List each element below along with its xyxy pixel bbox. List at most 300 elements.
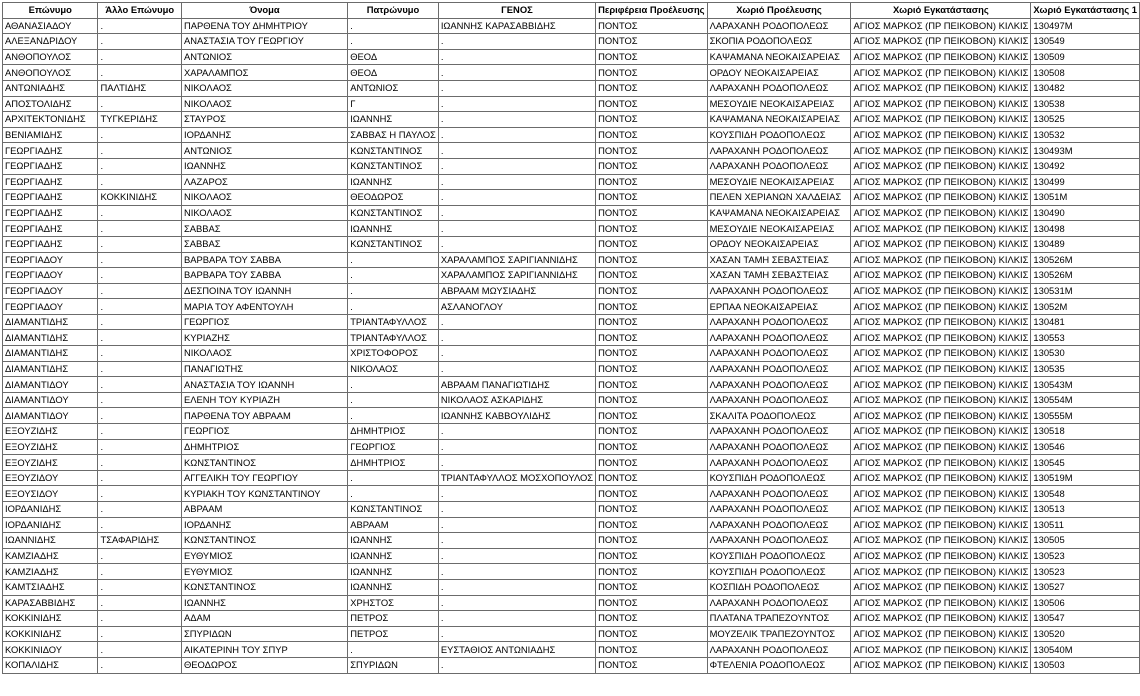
settlement-code-cell[interactable]: 130545 [1031,455,1140,471]
settlement-code-cell[interactable]: 130546 [1031,439,1140,455]
table-row[interactable] [3,533,1140,549]
origin-village-cell[interactable]: ΚΑΨΑΜΑΝΑ ΝΕΟΚΑΙΣΑΡΕΙΑΣ [707,49,851,65]
origin-village-cell[interactable]: ΜΕΣΟΥΔΙΕ ΝΕΟΚΑΙΣΑΡΕΙΑΣ [707,221,851,237]
settlement-village-cell[interactable]: ΑΓΙΟΣ ΜΑΡΚΟΣ (ΠΡ ΠΕΙΚΟΒΟΝ) ΚΙΛΚΙΣ [851,314,1031,330]
region-cell[interactable]: ΠΟΝΤΟΣ [596,236,707,252]
settlement-code-cell[interactable]: 130538 [1031,96,1140,112]
settlement-code-cell[interactable]: 130527 [1031,579,1140,595]
table-row[interactable] [3,112,1140,128]
surname-cell[interactable]: ΔΙΑΜΑΝΤΙΔΗΣ [3,314,98,330]
genos-cell[interactable]: . [438,517,595,533]
other-surname-cell[interactable]: . [98,268,181,284]
settlement-code-cell[interactable]: 130503 [1031,657,1140,673]
patronymic-cell[interactable]: . [348,34,439,50]
surname-cell[interactable]: ΑΠΟΣΤΟΛΙΔΗΣ [3,96,98,112]
settlement-village-cell[interactable]: ΑΓΙΟΣ ΜΑΡΚΟΣ (ΠΡ ΠΕΙΚΟΒΟΝ) ΚΙΛΚΙΣ [851,439,1031,455]
region-cell[interactable]: ΠΟΝΤΟΣ [596,533,707,549]
settlement-code-cell[interactable]: 130523 [1031,548,1140,564]
surname-cell[interactable]: ΚΑΡΑΣΑΒΒΙΔΗΣ [3,595,98,611]
patronymic-cell[interactable]: . [348,299,439,315]
origin-village-cell[interactable]: ΛΑΡΑΧΑΝΗ ΡΟΔΟΠΟΛΕΩΣ [707,346,851,362]
settlement-code-cell[interactable]: 130520 [1031,626,1140,642]
patronymic-cell[interactable]: ΚΩΝΣΤΑΝΤΙΝΟΣ [348,143,439,159]
column-header-surname[interactable]: Επώνυμο [3,3,98,19]
name-cell[interactable]: ΑΙΚΑΤΕΡΙΝΗ ΤΟΥ ΣΠΥΡ [181,642,347,658]
genos-cell[interactable]: . [438,455,595,471]
name-cell[interactable]: ΑΝΑΣΤΑΣΙΑ ΤΟΥ ΓΕΩΡΓΙΟΥ [181,34,347,50]
settlement-code-cell[interactable]: 13052Μ [1031,299,1140,315]
surname-cell[interactable]: ΔΙΑΜΑΝΤΙΔΗΣ [3,346,98,362]
name-cell[interactable]: ΣΤΑΥΡΟΣ [181,112,347,128]
region-cell[interactable]: ΠΟΝΤΟΣ [596,18,707,34]
name-cell[interactable]: ΛΑΖΑΡΟΣ [181,174,347,190]
genos-cell[interactable]: . [438,564,595,580]
origin-village-cell[interactable]: ΣΚΟΠΙΑ ΡΟΔΟΠΟΛΕΩΣ [707,34,851,50]
patronymic-cell[interactable]: ΣΠΥΡΙΔΩΝ [348,657,439,673]
patronymic-cell[interactable]: . [348,392,439,408]
genos-cell[interactable]: ΧΑΡΑΛΑΜΠΟΣ ΣΑΡΙΓΙΑΝΝΙΔΗΣ [438,252,595,268]
surname-cell[interactable]: ΓΕΩΡΓΙΑΔΗΣ [3,190,98,206]
origin-village-cell[interactable]: ΛΑΡΑΧΑΝΗ ΡΟΔΟΠΟΛΕΩΣ [707,143,851,159]
origin-village-cell[interactable]: ΛΑΡΑΧΑΝΗ ΡΟΔΟΠΟΛΕΩΣ [707,439,851,455]
origin-village-cell[interactable]: ΛΑΡΑΧΑΝΗ ΡΟΔΟΠΟΛΕΩΣ [707,330,851,346]
name-cell[interactable]: ΑΝΤΩΝΙΟΣ [181,143,347,159]
table-row[interactable] [3,299,1140,315]
genos-cell[interactable]: . [438,174,595,190]
settlement-village-cell[interactable]: ΑΓΙΟΣ ΜΑΡΚΟΣ (ΠΡ ΠΕΙΚΟΒΟΝ) ΚΙΛΚΙΣ [851,346,1031,362]
region-cell[interactable]: ΠΟΝΤΟΣ [596,80,707,96]
other-surname-cell[interactable]: . [98,626,181,642]
name-cell[interactable]: ΝΙΚΟΛΑΟΣ [181,346,347,362]
origin-village-cell[interactable]: ΟΡΔΟΥ ΝΕΟΚΑΙΣΑΡΕΙΑΣ [707,236,851,252]
origin-village-cell[interactable]: ΛΑΡΑΧΑΝΗ ΡΟΔΟΠΟΛΕΩΣ [707,642,851,658]
surname-cell[interactable]: ΕΞΟΥΖΙΔΗΣ [3,455,98,471]
surname-cell[interactable]: ΕΞΟΥΣΙΔΟΥ [3,486,98,502]
region-cell[interactable]: ΠΟΝΤΟΣ [596,65,707,81]
name-cell[interactable]: ΘΕΟΔΩΡΟΣ [181,657,347,673]
settlement-village-cell[interactable]: ΑΓΙΟΣ ΜΑΡΚΟΣ (ΠΡ ΠΕΙΚΟΒΟΝ) ΚΙΛΚΙΣ [851,611,1031,627]
patronymic-cell[interactable]: . [348,252,439,268]
region-cell[interactable]: ΠΟΝΤΟΣ [596,548,707,564]
region-cell[interactable]: ΠΟΝΤΟΣ [596,143,707,159]
table-row[interactable] [3,595,1140,611]
name-cell[interactable]: ΚΩΝΣΤΑΝΤΙΝΟΣ [181,533,347,549]
table-row[interactable] [3,377,1140,393]
patronymic-cell[interactable]: ΙΩΑΝΝΗΣ [348,112,439,128]
patronymic-cell[interactable]: ΝΙΚΟΛΑΟΣ [348,361,439,377]
table-row[interactable] [3,579,1140,595]
origin-village-cell[interactable]: ΟΡΔΟΥ ΝΕΟΚΑΙΣΑΡΕΙΑΣ [707,65,851,81]
region-cell[interactable]: ΠΟΝΤΟΣ [596,112,707,128]
other-surname-cell[interactable]: . [98,127,181,143]
table-row[interactable] [3,611,1140,627]
name-cell[interactable]: ΓΕΩΡΓΙΟΣ [181,424,347,440]
origin-village-cell[interactable]: ΜΕΣΟΥΔΙΕ ΝΕΟΚΑΙΣΑΡΕΙΑΣ [707,174,851,190]
settlement-village-cell[interactable]: ΑΓΙΟΣ ΜΑΡΚΟΣ (ΠΡ ΠΕΙΚΟΒΟΝ) ΚΙΛΚΙΣ [851,236,1031,252]
name-cell[interactable]: ΚΥΡΙΑΚΗ ΤΟΥ ΚΩΝΣΤΑΝΤΙΝΟΥ [181,486,347,502]
genos-cell[interactable]: ΑΣΛΑΝΟΓΛΟΥ [438,299,595,315]
other-surname-cell[interactable]: . [98,299,181,315]
patronymic-cell[interactable]: ΤΡΙΑΝΤΑΦΥΛΛΟΣ [348,314,439,330]
region-cell[interactable]: ΠΟΝΤΟΣ [596,361,707,377]
name-cell[interactable]: ΣΑΒΒΑΣ [181,236,347,252]
other-surname-cell[interactable]: . [98,96,181,112]
settlement-village-cell[interactable]: ΑΓΙΟΣ ΜΑΡΚΟΣ (ΠΡ ΠΕΙΚΟΒΟΝ) ΚΙΛΚΙΣ [851,548,1031,564]
other-surname-cell[interactable]: . [98,221,181,237]
settlement-code-cell[interactable]: 130526Μ [1031,268,1140,284]
origin-village-cell[interactable]: ΠΕΛΕΝ ΧΕΡΙΑΝΩΝ ΧΑΛΔΕΙΑΣ [707,190,851,206]
genos-cell[interactable]: . [438,579,595,595]
other-surname-cell[interactable]: . [98,486,181,502]
table-row[interactable] [3,502,1140,518]
origin-village-cell[interactable]: ΚΟΥΣΠΙΔΗ ΡΟΔΟΠΟΛΕΩΣ [707,470,851,486]
table-row[interactable] [3,486,1140,502]
origin-village-cell[interactable]: ΛΑΡΑΧΑΝΗ ΡΟΔΟΠΟΛΕΩΣ [707,392,851,408]
other-surname-cell[interactable]: . [98,579,181,595]
settlement-village-cell[interactable]: ΑΓΙΟΣ ΜΑΡΚΟΣ (ΠΡ ΠΕΙΚΟΒΟΝ) ΚΙΛΚΙΣ [851,299,1031,315]
other-surname-cell[interactable]: . [98,65,181,81]
origin-village-cell[interactable]: ΜΟΥΖΕΛΙΚ ΤΡΑΠΕΖΟΥΝΤΟΣ [707,626,851,642]
surname-cell[interactable]: ΓΕΩΡΓΙΑΔΟΥ [3,252,98,268]
origin-village-cell[interactable]: ΧΑΣΑΝ ΤΑΜΗ ΣΕΒΑΣΤΕΙΑΣ [707,252,851,268]
region-cell[interactable]: ΠΟΝΤΟΣ [596,190,707,206]
table-row[interactable] [3,470,1140,486]
origin-village-cell[interactable]: ΠΛΑΤΑΝΑ ΤΡΑΠΕΖΟΥΝΤΟΣ [707,611,851,627]
settlement-village-cell[interactable]: ΑΓΙΟΣ ΜΑΡΚΟΣ (ΠΡ ΠΕΙΚΟΒΟΝ) ΚΙΛΚΙΣ [851,268,1031,284]
other-surname-cell[interactable]: . [98,517,181,533]
surname-cell[interactable]: ΚΟΚΚΙΝΙΔΗΣ [3,611,98,627]
surname-cell[interactable]: ΓΕΩΡΓΙΑΔΟΥ [3,268,98,284]
surname-cell[interactable]: ΚΟΚΚΙΝΙΔΗΣ [3,626,98,642]
origin-village-cell[interactable]: ΛΑΡΑΧΑΝΗ ΡΟΔΟΠΟΛΕΩΣ [707,158,851,174]
genos-cell[interactable]: ΝΙΚΟΛΑΟΣ ΑΣΚΑΡΙΔΗΣ [438,392,595,408]
origin-village-cell[interactable]: ΚΟΥΣΠΙΔΗ ΡΟΔΟΠΟΛΕΩΣ [707,127,851,143]
name-cell[interactable]: ΜΑΡΙΑ ΤΟΥ ΑΦΕΝΤΟΥΛΗ [181,299,347,315]
other-surname-cell[interactable]: . [98,158,181,174]
origin-village-cell[interactable]: ΛΑΡΑΧΑΝΗ ΡΟΔΟΠΟΛΕΩΣ [707,595,851,611]
settlement-village-cell[interactable]: ΑΓΙΟΣ ΜΑΡΚΟΣ (ΠΡ ΠΕΙΚΟΒΟΝ) ΚΙΛΚΙΣ [851,579,1031,595]
genos-cell[interactable]: ΑΒΡΑΑΜ ΜΩΥΣΙΑΔΗΣ [438,283,595,299]
genos-cell[interactable]: . [438,190,595,206]
settlement-village-cell[interactable]: ΑΓΙΟΣ ΜΑΡΚΟΣ (ΠΡ ΠΕΙΚΟΒΟΝ) ΚΙΛΚΙΣ [851,564,1031,580]
other-surname-cell[interactable]: . [98,252,181,268]
other-surname-cell[interactable]: . [98,408,181,424]
origin-village-cell[interactable]: ΛΑΡΑΧΑΝΗ ΡΟΔΟΠΟΛΕΩΣ [707,533,851,549]
name-cell[interactable]: ΧΑΡΑΛΑΜΠΟΣ [181,65,347,81]
patronymic-cell[interactable]: . [348,18,439,34]
column-header-other-surname[interactable]: Άλλο Επώνυμο [98,3,181,19]
settlement-code-cell[interactable]: 130508 [1031,65,1140,81]
genos-cell[interactable]: ΤΡΙΑΝΤΑΦΥΛΛΟΣ ΜΟΣΧΟΠΟΥΛΟΣ [438,470,595,486]
settlement-code-cell[interactable]: 130499 [1031,174,1140,190]
genos-cell[interactable]: . [438,158,595,174]
region-cell[interactable]: ΠΟΝΤΟΣ [596,611,707,627]
other-surname-cell[interactable]: . [98,377,181,393]
region-cell[interactable]: ΠΟΝΤΟΣ [596,252,707,268]
region-cell[interactable]: ΠΟΝΤΟΣ [596,502,707,518]
name-cell[interactable]: ΑΝΑΣΤΑΣΙΑ ΤΟΥ ΙΩΑΝΝΗ [181,377,347,393]
patronymic-cell[interactable]: ΙΩΑΝΝΗΣ [348,548,439,564]
patronymic-cell[interactable]: . [348,268,439,284]
surname-cell[interactable]: ΔΙΑΜΑΝΤΙΔΟΥ [3,377,98,393]
settlement-code-cell[interactable]: 130532 [1031,127,1140,143]
table-row[interactable] [3,96,1140,112]
region-cell[interactable]: ΠΟΝΤΟΣ [596,377,707,393]
table-row[interactable] [3,330,1140,346]
name-cell[interactable]: ΑΒΡΑΑΜ [181,502,347,518]
settlement-code-cell[interactable]: 130489 [1031,236,1140,252]
region-cell[interactable]: ΠΟΝΤΟΣ [596,174,707,190]
settlement-code-cell[interactable]: 130519Μ [1031,470,1140,486]
table-row[interactable] [3,65,1140,81]
table-row[interactable] [3,236,1140,252]
settlement-code-cell[interactable]: 130505 [1031,533,1140,549]
patronymic-cell[interactable]: ΘΕΟΔΩΡΟΣ [348,190,439,206]
surname-cell[interactable]: ΑΛΕΞΑΝΔΡΙΔΟΥ [3,34,98,50]
genos-cell[interactable]: . [438,34,595,50]
name-cell[interactable]: ΠΑΡΘΕΝΑ ΤΟΥ ΑΒΡΑΑΜ [181,408,347,424]
settlement-code-cell[interactable]: 130535 [1031,361,1140,377]
patronymic-cell[interactable]: ΙΩΑΝΝΗΣ [348,221,439,237]
name-cell[interactable]: ΕΥΘΥΜΙΟΣ [181,564,347,580]
settlement-code-cell[interactable]: 130482 [1031,80,1140,96]
patronymic-cell[interactable]: ΚΩΝΣΤΑΝΤΙΝΟΣ [348,158,439,174]
region-cell[interactable]: ΠΟΝΤΟΣ [596,96,707,112]
table-row[interactable] [3,314,1140,330]
surname-cell[interactable]: ΓΕΩΡΓΙΑΔΗΣ [3,221,98,237]
surname-cell[interactable]: ΕΞΟΥΖΙΔΟΥ [3,470,98,486]
surname-cell[interactable]: ΓΕΩΡΓΙΑΔΟΥ [3,283,98,299]
patronymic-cell[interactable]: Γ [348,96,439,112]
patronymic-cell[interactable]: ΔΗΜΗΤΡΙΟΣ [348,455,439,471]
name-cell[interactable]: ΓΕΩΡΓΙΟΣ [181,314,347,330]
settlement-code-cell[interactable]: 130555Μ [1031,408,1140,424]
settlement-code-cell[interactable]: 130513 [1031,502,1140,518]
region-cell[interactable]: ΠΟΝΤΟΣ [596,424,707,440]
table-row[interactable] [3,408,1140,424]
table-row[interactable] [3,564,1140,580]
surname-cell[interactable]: ΑΝΤΩΝΙΑΔΗΣ [3,80,98,96]
genos-cell[interactable]: ΕΥΣΤΑΘΙΟΣ ΑΝΤΩΝΙΑΔΗΣ [438,642,595,658]
other-surname-cell[interactable]: . [98,330,181,346]
genos-cell[interactable]: . [438,626,595,642]
other-surname-cell[interactable]: . [98,49,181,65]
surname-cell[interactable]: ΕΞΟΥΖΙΔΗΣ [3,424,98,440]
origin-village-cell[interactable]: ΛΑΡΑΧΑΝΗ ΡΟΔΟΠΟΛΕΩΣ [707,361,851,377]
other-surname-cell[interactable]: . [98,143,181,159]
settlement-village-cell[interactable]: ΑΓΙΟΣ ΜΑΡΚΟΣ (ΠΡ ΠΕΙΚΟΒΟΝ) ΚΙΛΚΙΣ [851,626,1031,642]
region-cell[interactable]: ΠΟΝΤΟΣ [596,392,707,408]
settlement-village-cell[interactable]: ΑΓΙΟΣ ΜΑΡΚΟΣ (ΠΡ ΠΕΙΚΟΒΟΝ) ΚΙΛΚΙΣ [851,424,1031,440]
name-cell[interactable]: ΚΩΝΣΤΑΝΤΙΝΟΣ [181,579,347,595]
region-cell[interactable]: ΠΟΝΤΟΣ [596,470,707,486]
table-row[interactable] [3,80,1140,96]
table-row[interactable] [3,517,1140,533]
name-cell[interactable]: ΚΩΝΣΤΑΝΤΙΝΟΣ [181,455,347,471]
table-row[interactable] [3,18,1140,34]
other-surname-cell[interactable]: . [98,564,181,580]
region-cell[interactable]: ΠΟΝΤΟΣ [596,517,707,533]
settlement-village-cell[interactable]: ΑΓΙΟΣ ΜΑΡΚΟΣ (ΠΡ ΠΕΙΚΟΒΟΝ) ΚΙΛΚΙΣ [851,455,1031,471]
origin-village-cell[interactable]: ΛΑΡΑΧΑΝΗ ΡΟΔΟΠΟΛΕΩΣ [707,455,851,471]
settlement-village-cell[interactable]: ΑΓΙΟΣ ΜΑΡΚΟΣ (ΠΡ ΠΕΙΚΟΒΟΝ) ΚΙΛΚΙΣ [851,18,1031,34]
settlement-code-cell[interactable]: 13051Μ [1031,190,1140,206]
other-surname-cell[interactable]: . [98,470,181,486]
settlement-code-cell[interactable]: 130554Μ [1031,392,1140,408]
table-row[interactable] [3,252,1140,268]
surname-cell[interactable]: ΚΑΜΤΣΙΑΔΗΣ [3,579,98,595]
patronymic-cell[interactable]: ΙΩΑΝΝΗΣ [348,533,439,549]
table-row[interactable] [3,361,1140,377]
surname-cell[interactable]: ΓΕΩΡΓΙΑΔΗΣ [3,143,98,159]
region-cell[interactable]: ΠΟΝΤΟΣ [596,579,707,595]
column-header-village-of-settlement-1[interactable]: Χωριό Εγκατάστασης 1 [1031,3,1140,19]
settlement-village-cell[interactable]: ΑΓΙΟΣ ΜΑΡΚΟΣ (ΠΡ ΠΕΙΚΟΒΟΝ) ΚΙΛΚΙΣ [851,517,1031,533]
name-cell[interactable]: ΠΑΝΑΓΙΩΤΗΣ [181,361,347,377]
settlement-code-cell[interactable]: 130497Μ [1031,18,1140,34]
other-surname-cell[interactable]: . [98,314,181,330]
name-cell[interactable]: ΙΟΡΔΑΝΗΣ [181,517,347,533]
origin-village-cell[interactable]: ΚΟΥΣΠΙΔΗ ΡΟΔΟΠΟΛΕΩΣ [707,564,851,580]
settlement-code-cell[interactable]: 130531Μ [1031,283,1140,299]
patronymic-cell[interactable]: ΚΩΝΣΤΑΝΤΙΝΟΣ [348,502,439,518]
genos-cell[interactable]: . [438,236,595,252]
surname-cell[interactable]: ΓΕΩΡΓΙΑΔΗΣ [3,205,98,221]
patronymic-cell[interactable]: . [348,642,439,658]
region-cell[interactable]: ΠΟΝΤΟΣ [596,486,707,502]
patronymic-cell[interactable]: ΙΩΑΝΝΗΣ [348,564,439,580]
genos-cell[interactable]: . [438,533,595,549]
genos-cell[interactable]: . [438,346,595,362]
table-row[interactable] [3,143,1140,159]
settlement-village-cell[interactable]: ΑΓΙΟΣ ΜΑΡΚΟΣ (ΠΡ ΠΕΙΚΟΒΟΝ) ΚΙΛΚΙΣ [851,96,1031,112]
table-row[interactable] [3,392,1140,408]
patronymic-cell[interactable]: ΤΡΙΑΝΤΑΦΥΛΛΟΣ [348,330,439,346]
region-cell[interactable]: ΠΟΝΤΟΣ [596,657,707,673]
settlement-village-cell[interactable]: ΑΓΙΟΣ ΜΑΡΚΟΣ (ΠΡ ΠΕΙΚΟΒΟΝ) ΚΙΛΚΙΣ [851,595,1031,611]
origin-village-cell[interactable]: ΛΑΡΑΧΑΝΗ ΡΟΔΟΠΟΛΕΩΣ [707,486,851,502]
patronymic-cell[interactable]: ΠΕΤΡΟΣ [348,611,439,627]
name-cell[interactable]: ΕΥΘΥΜΙΟΣ [181,548,347,564]
settlement-village-cell[interactable]: ΑΓΙΟΣ ΜΑΡΚΟΣ (ΠΡ ΠΕΙΚΟΒΟΝ) ΚΙΛΚΙΣ [851,80,1031,96]
other-surname-cell[interactable]: . [98,455,181,471]
name-cell[interactable]: ΠΑΡΘΕΝΑ ΤΟΥ ΔΗΜΗΤΡΙΟΥ [181,18,347,34]
other-surname-cell[interactable]: . [98,361,181,377]
region-cell[interactable]: ΠΟΝΤΟΣ [596,299,707,315]
surname-cell[interactable]: ΑΡΧΙΤΕΚΤΟΝΙΔΗΣ [3,112,98,128]
other-surname-cell[interactable]: . [98,392,181,408]
name-cell[interactable]: ΣΑΒΒΑΣ [181,221,347,237]
region-cell[interactable]: ΠΟΝΤΟΣ [596,314,707,330]
name-cell[interactable]: ΒΑΡΒΑΡΑ ΤΟΥ ΣΑΒΒΑ [181,252,347,268]
surname-cell[interactable]: ΙΩΑΝΝΙΔΗΣ [3,533,98,549]
name-cell[interactable]: ΙΟΡΔΑΝΗΣ [181,127,347,143]
patronymic-cell[interactable]: ΔΗΜΗΤΡΙΟΣ [348,424,439,440]
origin-village-cell[interactable]: ΛΑΡΑΧΑΝΗ ΡΟΔΟΠΟΛΕΩΣ [707,424,851,440]
settlement-code-cell[interactable]: 130553 [1031,330,1140,346]
name-cell[interactable]: ΔΗΜΗΤΡΙΟΣ [181,439,347,455]
surname-cell[interactable]: ΑΝΘΟΠΟΥΛΟΣ [3,65,98,81]
origin-village-cell[interactable]: ΚΟΥΣΠΙΔΗ ΡΟΔΟΠΟΛΕΩΣ [707,548,851,564]
name-cell[interactable]: ΔΕΣΠΟΙΝΑ ΤΟΥ ΙΩΑΝΝΗ [181,283,347,299]
genos-cell[interactable]: . [438,502,595,518]
other-surname-cell[interactable]: . [98,548,181,564]
surname-cell[interactable]: ΔΙΑΜΑΝΤΙΔΗΣ [3,330,98,346]
settlement-village-cell[interactable]: ΑΓΙΟΣ ΜΑΡΚΟΣ (ΠΡ ΠΕΙΚΟΒΟΝ) ΚΙΛΚΙΣ [851,65,1031,81]
patronymic-cell[interactable]: . [348,470,439,486]
surname-cell[interactable]: ΚΟΠΑΛΙΔΗΣ [3,657,98,673]
region-cell[interactable]: ΠΟΝΤΟΣ [596,346,707,362]
table-row[interactable] [3,34,1140,50]
settlement-code-cell[interactable]: 130493Μ [1031,143,1140,159]
patronymic-cell[interactable]: ΘΕΟΔ [348,65,439,81]
column-header-village-of-origin[interactable]: Χωριό Προέλευσης [707,3,851,19]
patronymic-cell[interactable]: ΓΕΩΡΓΙΟΣ [348,439,439,455]
settlement-village-cell[interactable]: ΑΓΙΟΣ ΜΑΡΚΟΣ (ΠΡ ΠΕΙΚΟΒΟΝ) ΚΙΛΚΙΣ [851,205,1031,221]
genos-cell[interactable]: . [438,221,595,237]
origin-village-cell[interactable]: ΚΟΣΠΙΔΗ ΡΟΔΟΠΟΛΕΩΣ [707,579,851,595]
other-surname-cell[interactable]: ΠΑΛΤΙΔΗΣ [98,80,181,96]
surname-cell[interactable]: ΒΕΝΙΑΜΙΔΗΣ [3,127,98,143]
other-surname-cell[interactable]: ΤΥΓΚΕΡΙΔΗΣ [98,112,181,128]
settlement-code-cell[interactable]: 130540Μ [1031,642,1140,658]
name-cell[interactable]: ΑΓΓΕΛΙΚΗ ΤΟΥ ΓΕΩΡΓΙΟΥ [181,470,347,486]
settlement-village-cell[interactable]: ΑΓΙΟΣ ΜΑΡΚΟΣ (ΠΡ ΠΕΙΚΟΒΟΝ) ΚΙΛΚΙΣ [851,408,1031,424]
patronymic-cell[interactable]: . [348,377,439,393]
surname-cell[interactable]: ΓΕΩΡΓΙΑΔΗΣ [3,236,98,252]
genos-cell[interactable]: . [438,96,595,112]
other-surname-cell[interactable]: . [98,424,181,440]
other-surname-cell[interactable]: . [98,657,181,673]
surname-cell[interactable]: ΔΙΑΜΑΝΤΙΔΟΥ [3,408,98,424]
origin-village-cell[interactable]: ΚΑΨΑΜΑΝΑ ΝΕΟΚΑΙΣΑΡΕΙΑΣ [707,112,851,128]
region-cell[interactable]: ΠΟΝΤΟΣ [596,439,707,455]
region-cell[interactable]: ΠΟΝΤΟΣ [596,221,707,237]
settlement-village-cell[interactable]: ΑΓΙΟΣ ΜΑΡΚΟΣ (ΠΡ ΠΕΙΚΟΒΟΝ) ΚΙΛΚΙΣ [851,112,1031,128]
origin-village-cell[interactable]: ΛΑΡΑΧΑΝΗ ΡΟΔΟΠΟΛΕΩΣ [707,314,851,330]
genos-cell[interactable]: . [438,611,595,627]
settlement-village-cell[interactable]: ΑΓΙΟΣ ΜΑΡΚΟΣ (ΠΡ ΠΕΙΚΟΒΟΝ) ΚΙΛΚΙΣ [851,486,1031,502]
origin-village-cell[interactable]: ΕΡΠΑΑ ΝΕΟΚΑΙΣΑΡΕΙΑΣ [707,299,851,315]
other-surname-cell[interactable]: ΚΟΚΚΙΝΙΔΗΣ [98,190,181,206]
settlement-village-cell[interactable]: ΑΓΙΟΣ ΜΑΡΚΟΣ (ΠΡ ΠΕΙΚΟΒΟΝ) ΚΙΛΚΙΣ [851,174,1031,190]
settlement-village-cell[interactable]: ΑΓΙΟΣ ΜΑΡΚΟΣ (ΠΡ ΠΕΙΚΟΒΟΝ) ΚΙΛΚΙΣ [851,143,1031,159]
settlement-code-cell[interactable]: 130490 [1031,205,1140,221]
origin-village-cell[interactable]: ΚΑΨΑΜΑΝΑ ΝΕΟΚΑΙΣΑΡΕΙΑΣ [707,205,851,221]
table-row[interactable] [3,190,1140,206]
settlement-village-cell[interactable]: ΑΓΙΟΣ ΜΑΡΚΟΣ (ΠΡ ΠΕΙΚΟΒΟΝ) ΚΙΛΚΙΣ [851,642,1031,658]
name-cell[interactable]: ΝΙΚΟΛΑΟΣ [181,80,347,96]
other-surname-cell[interactable]: . [98,34,181,50]
settlement-village-cell[interactable]: ΑΓΙΟΣ ΜΑΡΚΟΣ (ΠΡ ΠΕΙΚΟΒΟΝ) ΚΙΛΚΙΣ [851,190,1031,206]
settlement-code-cell[interactable]: 130543Μ [1031,377,1140,393]
settlement-code-cell[interactable]: 130523 [1031,564,1140,580]
settlement-village-cell[interactable]: ΑΓΙΟΣ ΜΑΡΚΟΣ (ΠΡ ΠΕΙΚΟΒΟΝ) ΚΙΛΚΙΣ [851,392,1031,408]
region-cell[interactable]: ΠΟΝΤΟΣ [596,127,707,143]
table-row[interactable] [3,127,1140,143]
settlement-village-cell[interactable]: ΑΓΙΟΣ ΜΑΡΚΟΣ (ΠΡ ΠΕΙΚΟΒΟΝ) ΚΙΛΚΙΣ [851,533,1031,549]
region-cell[interactable]: ΠΟΝΤΟΣ [596,268,707,284]
settlement-village-cell[interactable]: ΑΓΙΟΣ ΜΑΡΚΟΣ (ΠΡ ΠΕΙΚΟΒΟΝ) ΚΙΛΚΙΣ [851,283,1031,299]
name-cell[interactable]: ΒΑΡΒΑΡΑ ΤΟΥ ΣΑΒΒΑ [181,268,347,284]
settlement-code-cell[interactable]: 130498 [1031,221,1140,237]
other-surname-cell[interactable]: . [98,236,181,252]
settlement-code-cell[interactable]: 130511 [1031,517,1140,533]
patronymic-cell[interactable]: ΧΡΗΣΤΟΣ [348,595,439,611]
region-cell[interactable]: ΠΟΝΤΟΣ [596,455,707,471]
surname-cell[interactable]: ΑΝΘΟΠΟΥΛΟΣ [3,49,98,65]
origin-village-cell[interactable]: ΛΑΡΑΧΑΝΗ ΡΟΔΟΠΟΛΕΩΣ [707,18,851,34]
